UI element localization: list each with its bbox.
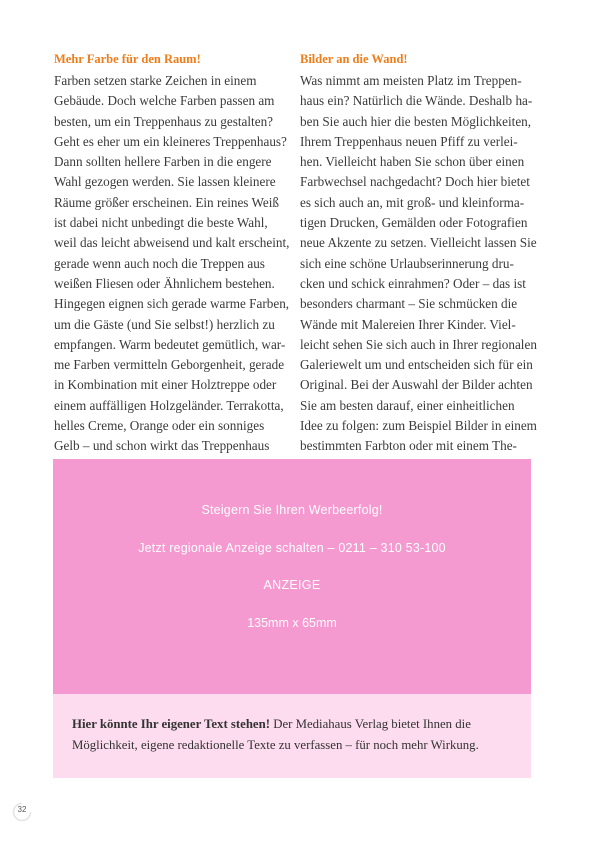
article-left-line: einem auffälligen Holzgeländer. Terrakotta, xyxy=(54,397,284,413)
article-right-line: sich eine schöne Urlaubserinnerung dru- xyxy=(300,255,514,271)
article-right-line: Sie am besten darauf, einer einheitlichen xyxy=(300,397,515,413)
article-left xyxy=(54,51,290,477)
article-right-line: Wände mit Malereien Ihrer Kinder. Viel- xyxy=(300,316,516,332)
notice-box xyxy=(53,694,531,778)
article-right-body xyxy=(300,71,537,477)
article-left-line: helles Creme, Orange oder ein sonniges xyxy=(54,418,265,434)
article-right-line: tigen Drucken, Gemälden oder Fotografien xyxy=(300,215,528,231)
article-left-line: besten, um ein Treppenhaus zu gestalten? xyxy=(54,113,274,129)
article-left-line: Gebäude. Doch welche Farben passen am xyxy=(54,93,275,109)
article-right-line: ben Sie auch hier die besten Möglichkeiten, xyxy=(300,113,532,129)
article-left-line: Dann sollten hellere Farben in die engere xyxy=(54,154,272,170)
article-left-line: Geht es eher um ein kleineres Treppenhaus? xyxy=(54,133,287,149)
ad-placeholder[interactable] xyxy=(53,459,531,694)
article-right-line: bestimmten Farbton oder mit einem The- xyxy=(300,438,517,454)
page-number-badge xyxy=(12,802,32,822)
article-left-line: ist dabei nicht unbedingt die beste Wahl, xyxy=(54,215,268,231)
article-right xyxy=(300,51,537,477)
article-right-line: Was nimmt am meisten Platz im Treppen- xyxy=(300,73,522,88)
notice-text xyxy=(72,714,517,755)
article-right-line: Idee zu folgen: zum Beispiel Bilder in einem xyxy=(300,418,537,434)
article-left-line: Gelb – und schon wirkt das Treppenhaus xyxy=(54,438,270,454)
ad-label: ANZEIGE xyxy=(263,578,321,592)
article-right-line: besonders charmant – Sie schmücken die xyxy=(300,296,518,312)
article-left-line: in Kombination mit einer Holztreppe oder xyxy=(54,377,277,393)
article-right-line: cken und schick einrahmen? Oder – das ist xyxy=(300,275,526,291)
article-left-line: Räume größer erscheinen. Ein reines Weiß xyxy=(54,194,279,210)
article-right-line: leicht sehen Sie sich auch in Ihrer regionalen xyxy=(300,336,537,352)
article-right-line: Ihrem Treppenhaus neuen Pfiff zu verlei- xyxy=(300,133,518,149)
article-right-line: es sich auch an, mit groß- und kleinforma- xyxy=(300,194,525,210)
article-left-line: me Farben vermitteln Geborgenheit, gerade xyxy=(54,357,285,373)
ad-headline: Steigern Sie Ihren Werbeerfolg! xyxy=(201,503,383,517)
article-left-line: gerade wenn auch noch die Treppen aus xyxy=(54,255,265,271)
ad-size: 135mm x 65mm xyxy=(247,616,337,630)
article-right-heading: Bilder an die Wand! xyxy=(300,52,408,66)
article-left-line: Farben setzen starke Zeichen in einem xyxy=(54,73,257,88)
article-right-line: Galeriewelt um und entscheiden sich für ein xyxy=(300,357,533,373)
article-left-line: weil das leicht abweisend und kalt erscheint, xyxy=(54,235,290,251)
article-left-line: Wahl gezogen werden. Sie lassen kleinere xyxy=(54,174,276,190)
notice-bold: Hier könnte Ihr eigener Text stehen! xyxy=(72,717,270,731)
article-left-line: weißen Fliesen oder Ähnlichem bestehen. xyxy=(54,275,275,291)
article-left-body xyxy=(54,71,290,477)
article-right-line: haus ein? Natürlich die Wände. Deshalb ha- xyxy=(300,93,533,109)
article-right-line: neue Akzente zu setzen. Vielleicht lassen Sie xyxy=(300,235,537,251)
article-right-line: hen. Vielleicht haben Sie schon über einen xyxy=(300,154,525,170)
article-right-line: Original. Bei der Auswahl der Bilder achten xyxy=(300,377,533,393)
article-right-line: Farbwechsel nachgedacht? Doch hier bietet xyxy=(300,174,530,190)
ad-call-to-action: Jetzt regionale Anzeige schalten – 0211 – 310 53-100 xyxy=(138,541,446,555)
article-left-line: um die Gäste (und Sie selbst!) herzlich zu xyxy=(54,316,275,332)
article-left-line: empfangen. Warm bedeutet gemütlich, war- xyxy=(54,336,286,352)
article-left-heading: Mehr Farbe für den Raum! xyxy=(54,52,201,66)
notice-rest: Der Mediahaus Verlag bietet Ihnen die Möglichkeit, eigene redaktionelle Texte zu verfassen – für noch mehr Wirkung. xyxy=(72,717,479,752)
page-number: 32 xyxy=(17,805,27,814)
article-left-line: Hingegen eignen sich gerade warme Farben, xyxy=(54,296,290,312)
